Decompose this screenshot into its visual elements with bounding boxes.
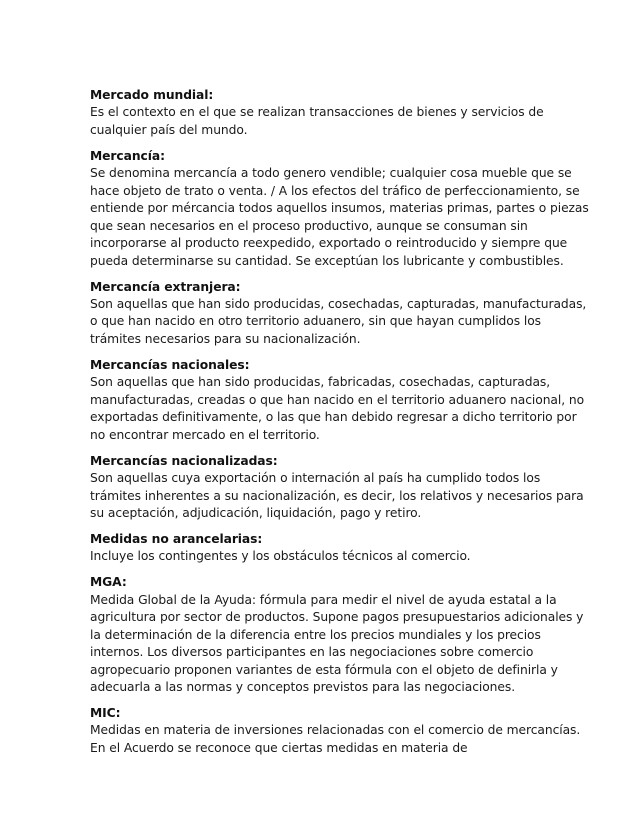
glossary-entry-mercancias-nacionalizadas [90, 453, 590, 523]
glossary-entry-medidas-no-arancelarias [90, 531, 590, 566]
entry-term: Mercancías nacionalizadas: [90, 453, 278, 468]
glossary-entry-mercado-mundial [90, 87, 590, 139]
glossary-entry-mic [90, 705, 590, 757]
glossary-entry-mercancia-extranjera [90, 279, 590, 349]
entry-term: Mercado mundial: [90, 88, 214, 102]
entry-definition: Son aquellas que han sido producidas, cosechadas, capturadas, manufacturadas, o que han nacido en otro territorio aduanero, sin que hayan cumplidos los trámites necesarios para su nacionalización. [90, 296, 587, 346]
entry-term: Mercancía extranjera: [90, 279, 241, 294]
glossary-entry-mercancias-nacionales [90, 357, 590, 444]
glossary-entry-mga [90, 574, 590, 696]
entry-definition: Medidas en materia de inversiones relacionadas con el comercio de mercancías. En el Acuerdo se reconoce que ciertas medidas en materia de [90, 723, 581, 755]
entry-term: Mercancías nacionales: [90, 357, 250, 372]
entry-definition: Medida Global de la Ayuda: fórmula para medir el nivel de ayuda estatal a la agricultura por sector de productos. Supone pagos presupuestarios adicionales y la determinación de la diferencia entre los precios mundiales y los precios internos. Los diversos participantes en las negociaciones sobre comercio agropecuario proponen variantes de esta fórmula con el objeto de definirla y adecuarla a las normas y conceptos previstos para las negociaciones. [90, 592, 584, 695]
glossary-content [90, 87, 590, 766]
entry-term: Medidas no arancelarias: [90, 531, 263, 546]
entry-definition: Incluye los contingentes y los obstáculos técnicos al comercio. [90, 549, 471, 564]
entry-term: MIC: [90, 706, 121, 720]
entry-term: MGA: [90, 575, 127, 590]
entry-definition: Es el contexto en el que se realizan transacciones de bienes y servicios de cualquier país del mundo. [90, 105, 544, 137]
glossary-entry-mercancia [90, 148, 590, 270]
entry-term: Mercancía: [90, 148, 165, 163]
entry-definition: Son aquellas que han sido producidas, fabricadas, cosechadas, capturadas, manufacturadas, creadas o que han nacido en el territorio aduanero nacional, no exportadas definitivamente, o las que han debido regresar a dicho territorio por no encontrar mercado en el territorio. [90, 375, 585, 442]
entry-definition: Se denomina mercancía a todo genero vendible; cualquier cosa mueble que se hace objeto de trato o venta. / A los efectos del tráfico de perfeccionamiento, se entiende por mércancia todos aquellos insumos, materias primas, partes o piezas que sean necesarios en el proceso productivo, aunque se consuman sin incorporarse al producto reexpedido, exportado o reintroducido y siempre que pueda determinarse su cantidad. Se exceptúan los lubricante y combustibles. [90, 166, 589, 268]
entry-definition: Son aquellas cuya exportación o internación al país ha cumplido todos los trámites inherentes a su nacionalización, es decir, los relativos y necesarios para su aceptación, adjudicación, liquidación, pago y retiro. [90, 471, 584, 520]
